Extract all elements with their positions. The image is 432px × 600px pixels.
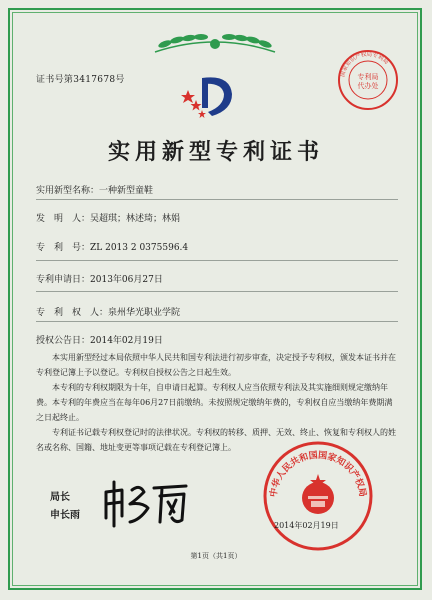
svg-text:代办处: 代办处 [357, 82, 379, 90]
agency-seal-icon [336, 48, 400, 112]
field-inventors: 发 明 人：吴超琪；林述琦；林娟 [36, 214, 181, 224]
divider [36, 321, 398, 322]
divider [36, 199, 398, 200]
svg-text:专利局: 专利局 [357, 73, 379, 81]
laurel-ornament [145, 30, 285, 58]
director-title: 局长 [50, 492, 70, 503]
field-patent-number: 专 利 号：ZL 2013 2 0375596.4 [36, 243, 189, 253]
director-signature [100, 478, 190, 530]
paragraph-term: 本专利的专利权期限为十年，自申请日起算。专利权人应当依照专利法及其实施细则规定缴纳年费。本专利的年费应当在每年06月27日前缴纳。未按照规定缴纳年费的，专利权自应当缴纳年费期满之日起终止。 [36, 383, 393, 422]
certificate-number: 证书号第3417678号 [36, 75, 125, 85]
seal-date: 2014年02月19日 [274, 521, 339, 530]
cnipa-logo-icon [178, 72, 240, 124]
divider [36, 260, 398, 261]
field-application-date: 专利申请日：2013年06月27日 [36, 275, 163, 285]
official-seal-icon [262, 440, 374, 552]
svg-text:中华人民共和国国家知识产权局: 中华人民共和国国家知识产权局 [268, 450, 368, 498]
field-utility-name: 实用新型名称：一种新型童鞋 [36, 186, 154, 196]
divider [36, 291, 398, 292]
page-footer: 第1页（共1页） [190, 552, 242, 560]
svg-text:国家知识产权局专利局: 国家知识产权局专利局 [340, 51, 390, 78]
paragraph-register: 专利证书记载专利权登记时的法律状况。专利权的转移、质押、无效、终止、恢复和专利权人的姓名或名称、国籍、地址变更等事项记载在专利登记簿上。 [36, 428, 396, 452]
certificate-title: 实用新型专利证书 [107, 139, 324, 165]
director-name: 申长雨 [50, 510, 80, 521]
paragraph-grant: 本实用新型经过本局依照中华人民共和国专利法进行初步审查，决定授予专利权，颁发本证书并在专利登记簿上予以登记。专利权自授权公告之日起生效。 [36, 353, 396, 377]
field-patentee: 专 利 权 人：泉州华光职业学院 [36, 308, 181, 318]
field-grant-date: 授权公告日：2014年02月19日 [36, 336, 163, 346]
